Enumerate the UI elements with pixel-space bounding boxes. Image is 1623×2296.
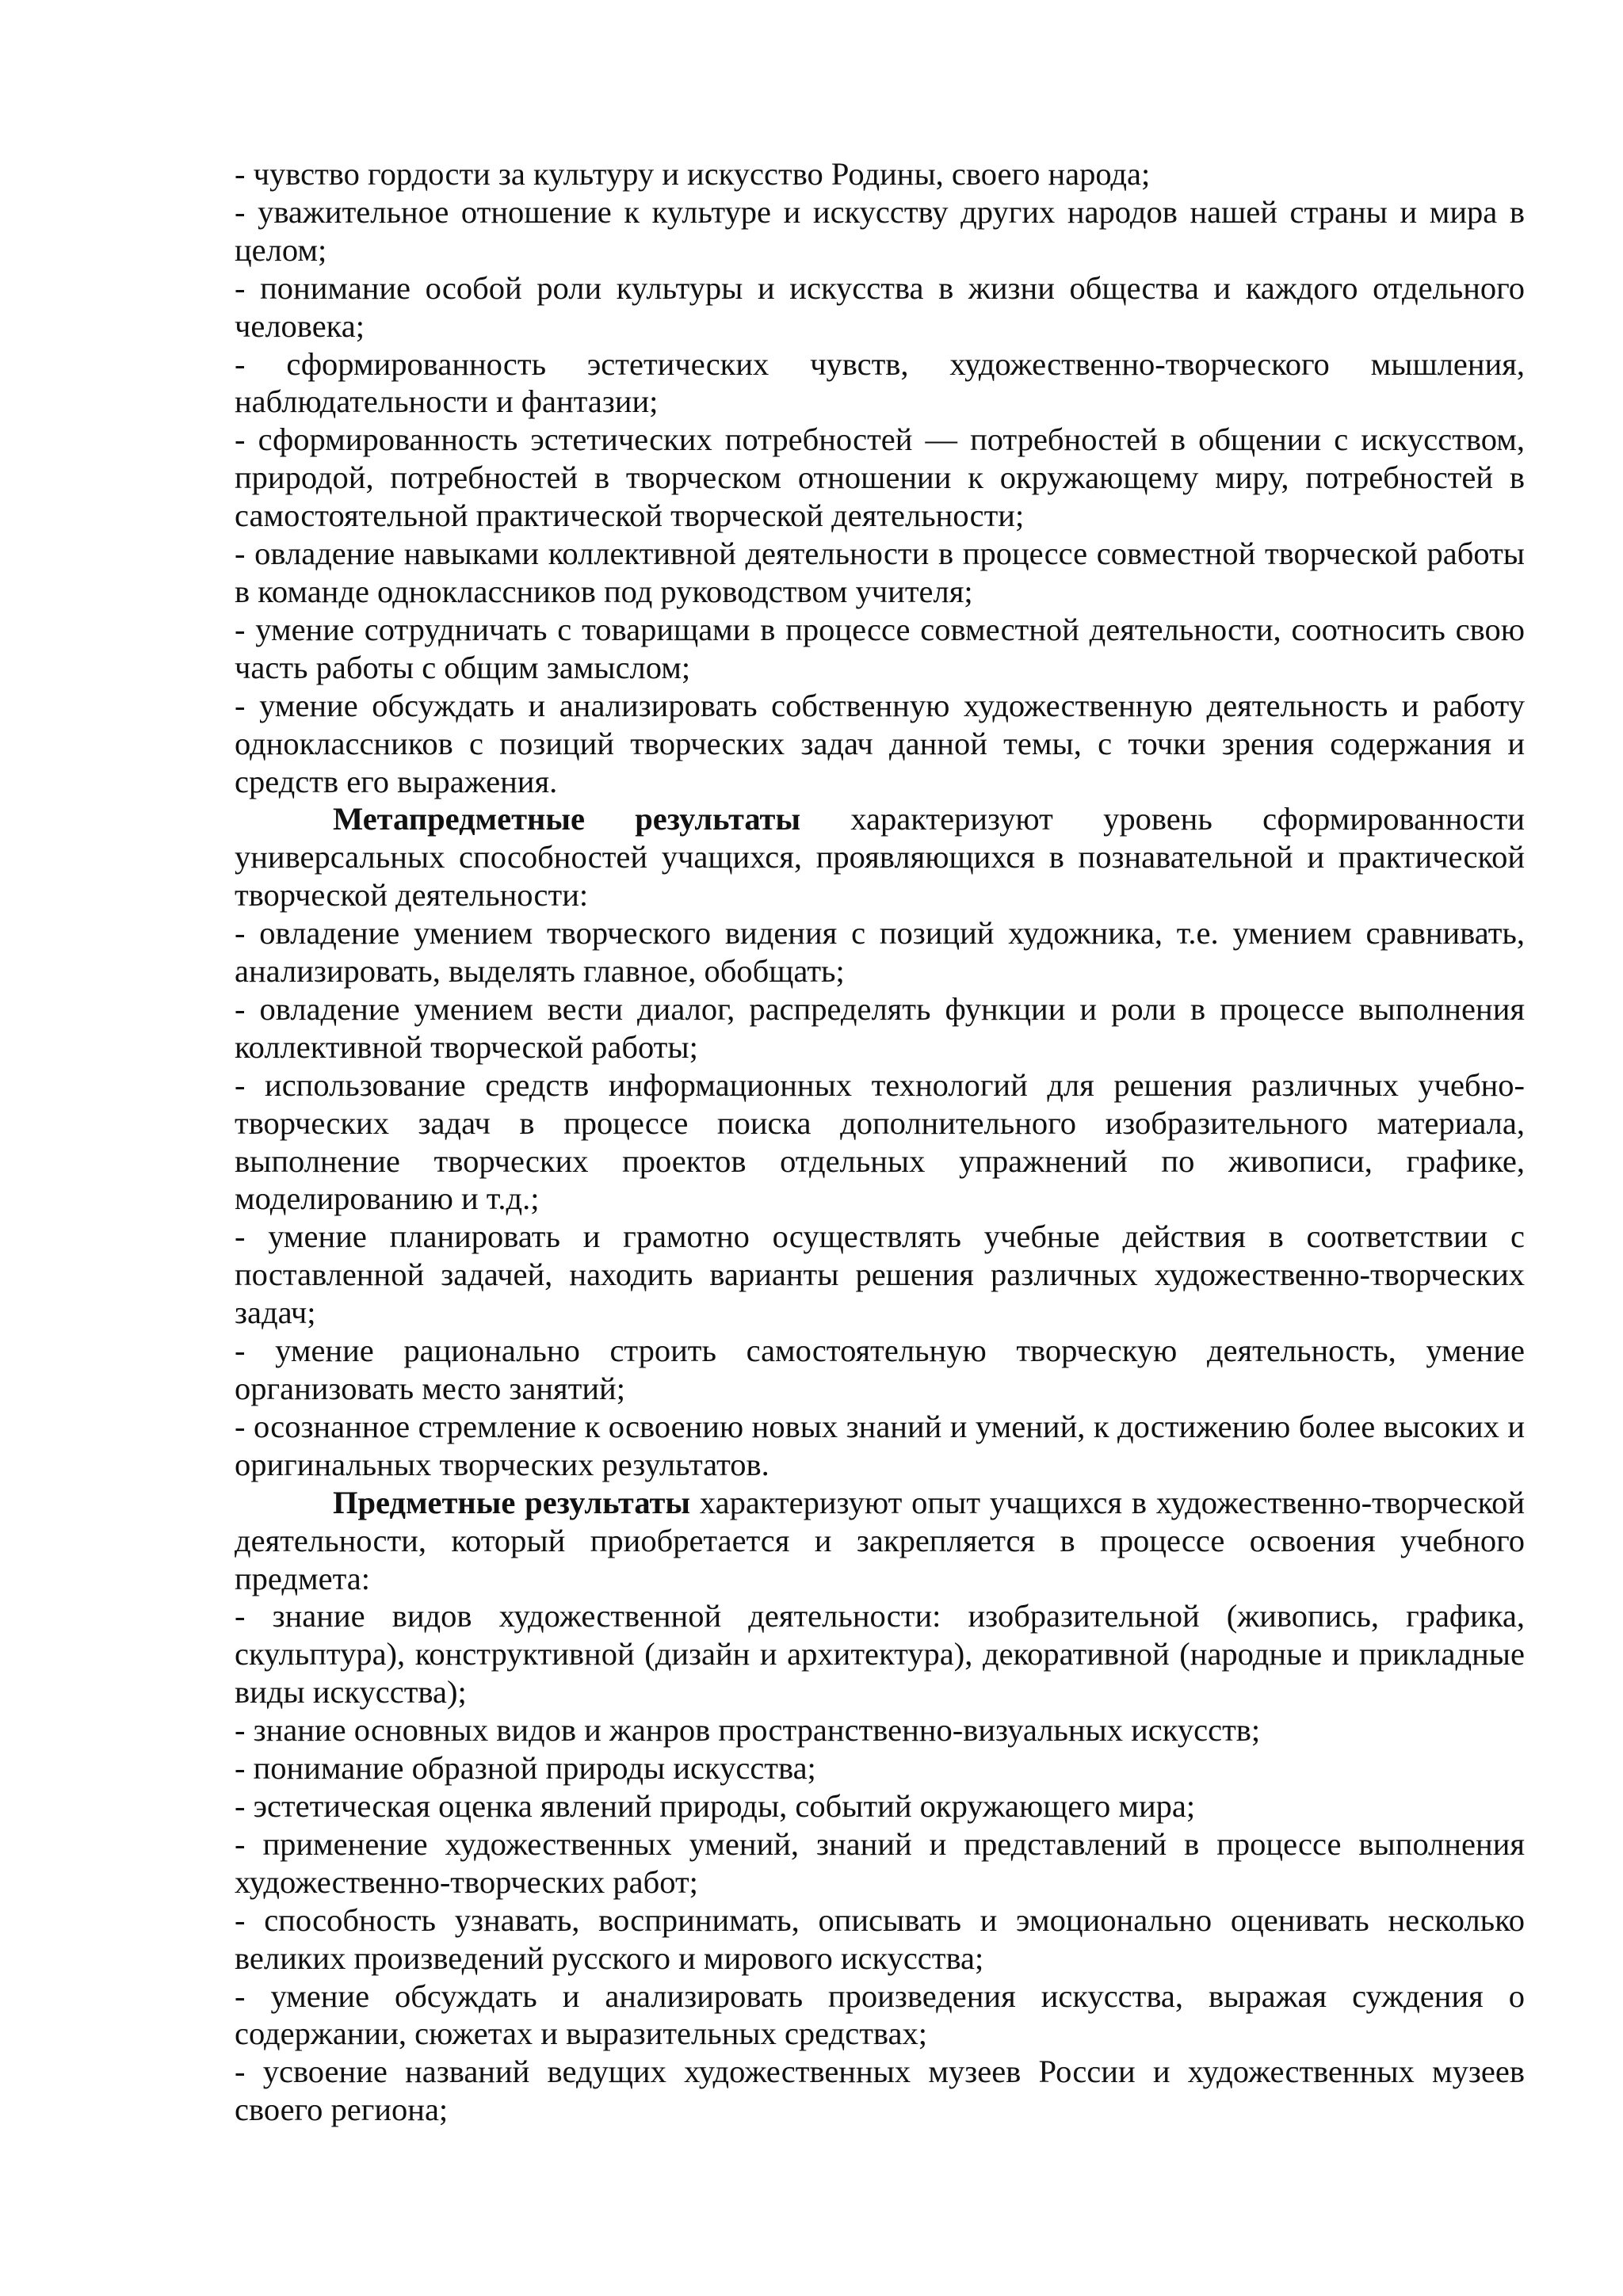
subject-results-intro-text: характеризуют опыт учащихся в художественно-творческой деятельности, который приобретается и закрепляется в процессе освоения учебного предмета: xyxy=(235,1484,1525,1596)
personal-result-item: - понимание особой роли культуры и искусства в жизни общества и каждого отдельного человека; xyxy=(235,269,1525,344)
meta-result-item: - осознанное стремление к освоению новых знаний и умений, к достижению более высоких и оригинальных творческих результатов. xyxy=(235,1408,1525,1482)
personal-result-item: - сформированность эстетических потребностей — потребностей в общении с искусством, природой, потребностей в творческом отношении к окружающему миру, потребностей в самостоятельной практической творческой деятельности; xyxy=(235,421,1525,534)
personal-result-item: - умение обсуждать и анализировать собственную художественную деятельность и работу одноклассников с позиций творческих задач данной темы, с точки зрения содержания и средств его выражения. xyxy=(235,687,1525,799)
subject-result-item: - знание основных видов и жанров пространственно-визуальных искусств; xyxy=(235,1712,1261,1749)
meta-results-heading: Метапредметные результаты xyxy=(333,801,801,837)
document-page xyxy=(235,155,1525,2129)
subject-result-item: - применение художественных умений, знаний и представлений в процессе выполнения художественно-творческих работ; xyxy=(235,1825,1525,1900)
meta-result-item: - умение планировать и грамотно осуществлять учебные действия в соответствии с поставленной задачей, находить варианты решения различных художественно-творческих задач; xyxy=(235,1219,1525,1331)
meta-result-item: - умение рационально строить самостоятельную творческую деятельность, умение организовать место занятий; xyxy=(235,1333,1525,1406)
meta-results-intro-text: характеризуют уровень сформированности универсальных способностей учащихся, проявляющихся в познавательной и практической творческой деятельности: xyxy=(235,801,1525,913)
meta-result-item: - овладение умением вести диалог, распределять функции и роли в процессе выполнения коллективной творческой работы; xyxy=(235,990,1525,1065)
personal-result-item: - уважительное отношение к культуре и искусству других народов нашей страны и мира в целом; xyxy=(235,193,1525,268)
personal-result-item: - умение сотрудничать с товарищами в процессе совместной деятельности, соотносить свою часть работы с общим замыслом; xyxy=(235,611,1525,685)
subject-result-item: - усвоение названий ведущих художественных музеев России и художественных музеев своего региона; xyxy=(235,2054,1525,2128)
subject-result-item: - понимание образной природы искусства; xyxy=(235,1750,816,1787)
subject-result-item: - способность узнавать, воспринимать, описывать и эмоционально оценивать несколько великих произведений русского и мирового искусства; xyxy=(235,1901,1525,1976)
personal-result-item: - чувство гордости за культуру и искусство Родины, своего народа; xyxy=(235,156,1151,192)
subject-result-item: - умение обсуждать и анализировать произведения искусства, выражая суждения о содержании, сюжетах и выразительных средствах; xyxy=(235,1978,1525,2052)
subject-results-heading: Предметные результаты xyxy=(333,1484,691,1520)
subject-results-intro xyxy=(235,1484,1525,1598)
personal-result-item: - овладение навыками коллективной деятельности в процессе совместной творческой работы в команде одноклассников под руководством учителя; xyxy=(235,536,1525,609)
meta-results-intro xyxy=(235,800,1525,914)
meta-result-item: - использование средств информационных технологий для решения различных учебно-творческих задач в процессе поиска дополнительного изобразительного материала, выполнение творческих проектов отдельных упражнений по живописи, графике, моделированию и т.д.; xyxy=(235,1066,1525,1217)
meta-result-item: - овладение умением творческого видения с позиций художника, т.е. умением сравнивать, анализировать, выделять главное, обобщать; xyxy=(235,915,1525,990)
subject-result-item: - эстетическая оценка явлений природы, событий окружающего мира; xyxy=(235,1787,1196,1824)
subject-result-item: - знание видов художественной деятельности: изобразительной (живопись, графика, скульптура), конструктивной (дизайн и архитектура), декоративной (народные и прикладные виды искусства); xyxy=(235,1598,1525,1711)
personal-result-item: - сформированность эстетических чувств, художественно-творческого мышления, наблюдательности и фантазии; xyxy=(235,345,1525,420)
